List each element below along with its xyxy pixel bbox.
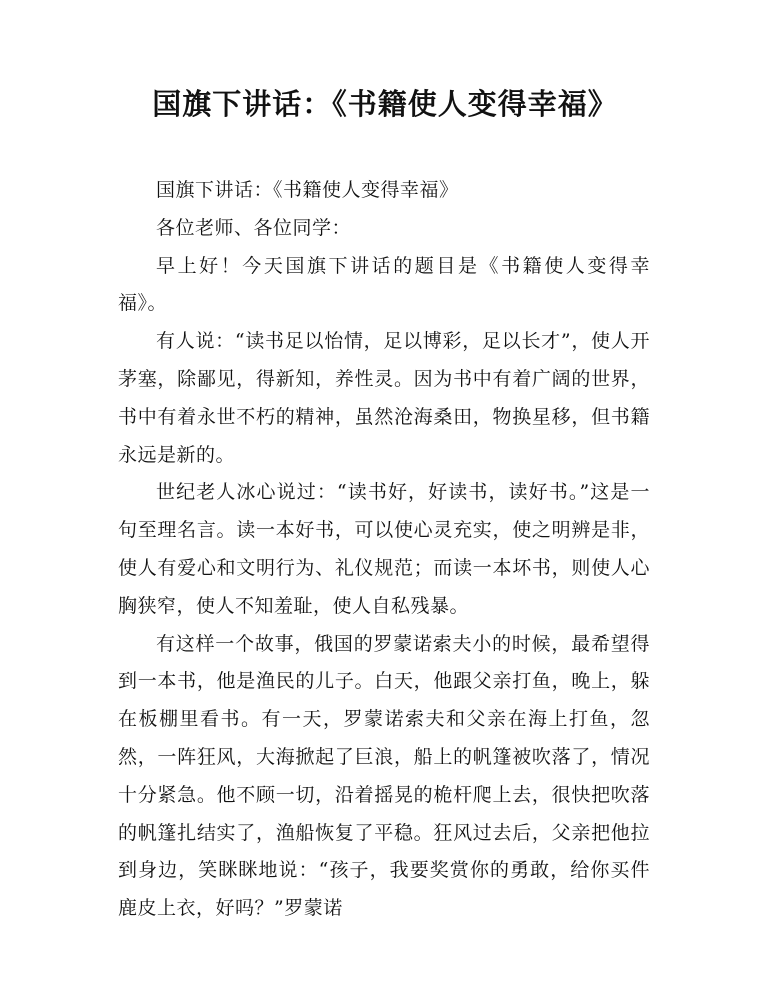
paragraph-story: 有这样一个故事，俄国的罗蒙诺索夫小的时候，最希望得到一本书，他是渔民的儿子。白天，他跟父亲打鱼，晚上，躲在板棚里看书。有一天，罗蒙诺索夫和父亲在海上打鱼，忽然，一阵狂风，大海掀起了巨浪，船上的帆篷被吹落了，情况十分紧急。他不顾一切，沿着摇晃的桅杆爬上去，很快把吹落的帆篷扎结实了，渔船恢复了平稳。狂风过去后，父亲把他拉到身边，笑眯眯地说：“孩子，我要奖赏你的勇敢，给你买件鹿皮上衣，好吗？”罗蒙诺 [118,632,650,920]
paragraph-quote: 有人说：“读书足以怡情，足以博彩，足以长才”，使人开茅塞，除鄙见，得新知，养性灵。因为书中有着广阔的世界，书中有着永世不朽的精神，虽然沧海桑田，物换星移，但书籍永远是新的。 [118,330,650,466]
paragraph-heading-repeat: 国旗下讲话：《书籍使人变得幸福》 [156,179,459,201]
document-body [118,172,650,928]
document-title: 国旗下讲话：《书籍使人变得幸福》 [152,87,618,121]
paragraph-bingxin: 世纪老人冰心说过：“读书好，好读书，读好书。”这是一句至理名言。读一本好书，可以使心灵充实，使之明辨是非，使人有爱心和文明行为、礼仪规范；而读一本坏书，则使人心胸狭窄，使人不知羞耻，使人自私残暴。 [118,481,650,617]
paragraph-greeting: 早上好！今天国旗下讲话的题目是《书籍使人变得幸福》。 [118,254,650,315]
paragraph-salutation: 各位老师、各位同学： [156,216,352,239]
